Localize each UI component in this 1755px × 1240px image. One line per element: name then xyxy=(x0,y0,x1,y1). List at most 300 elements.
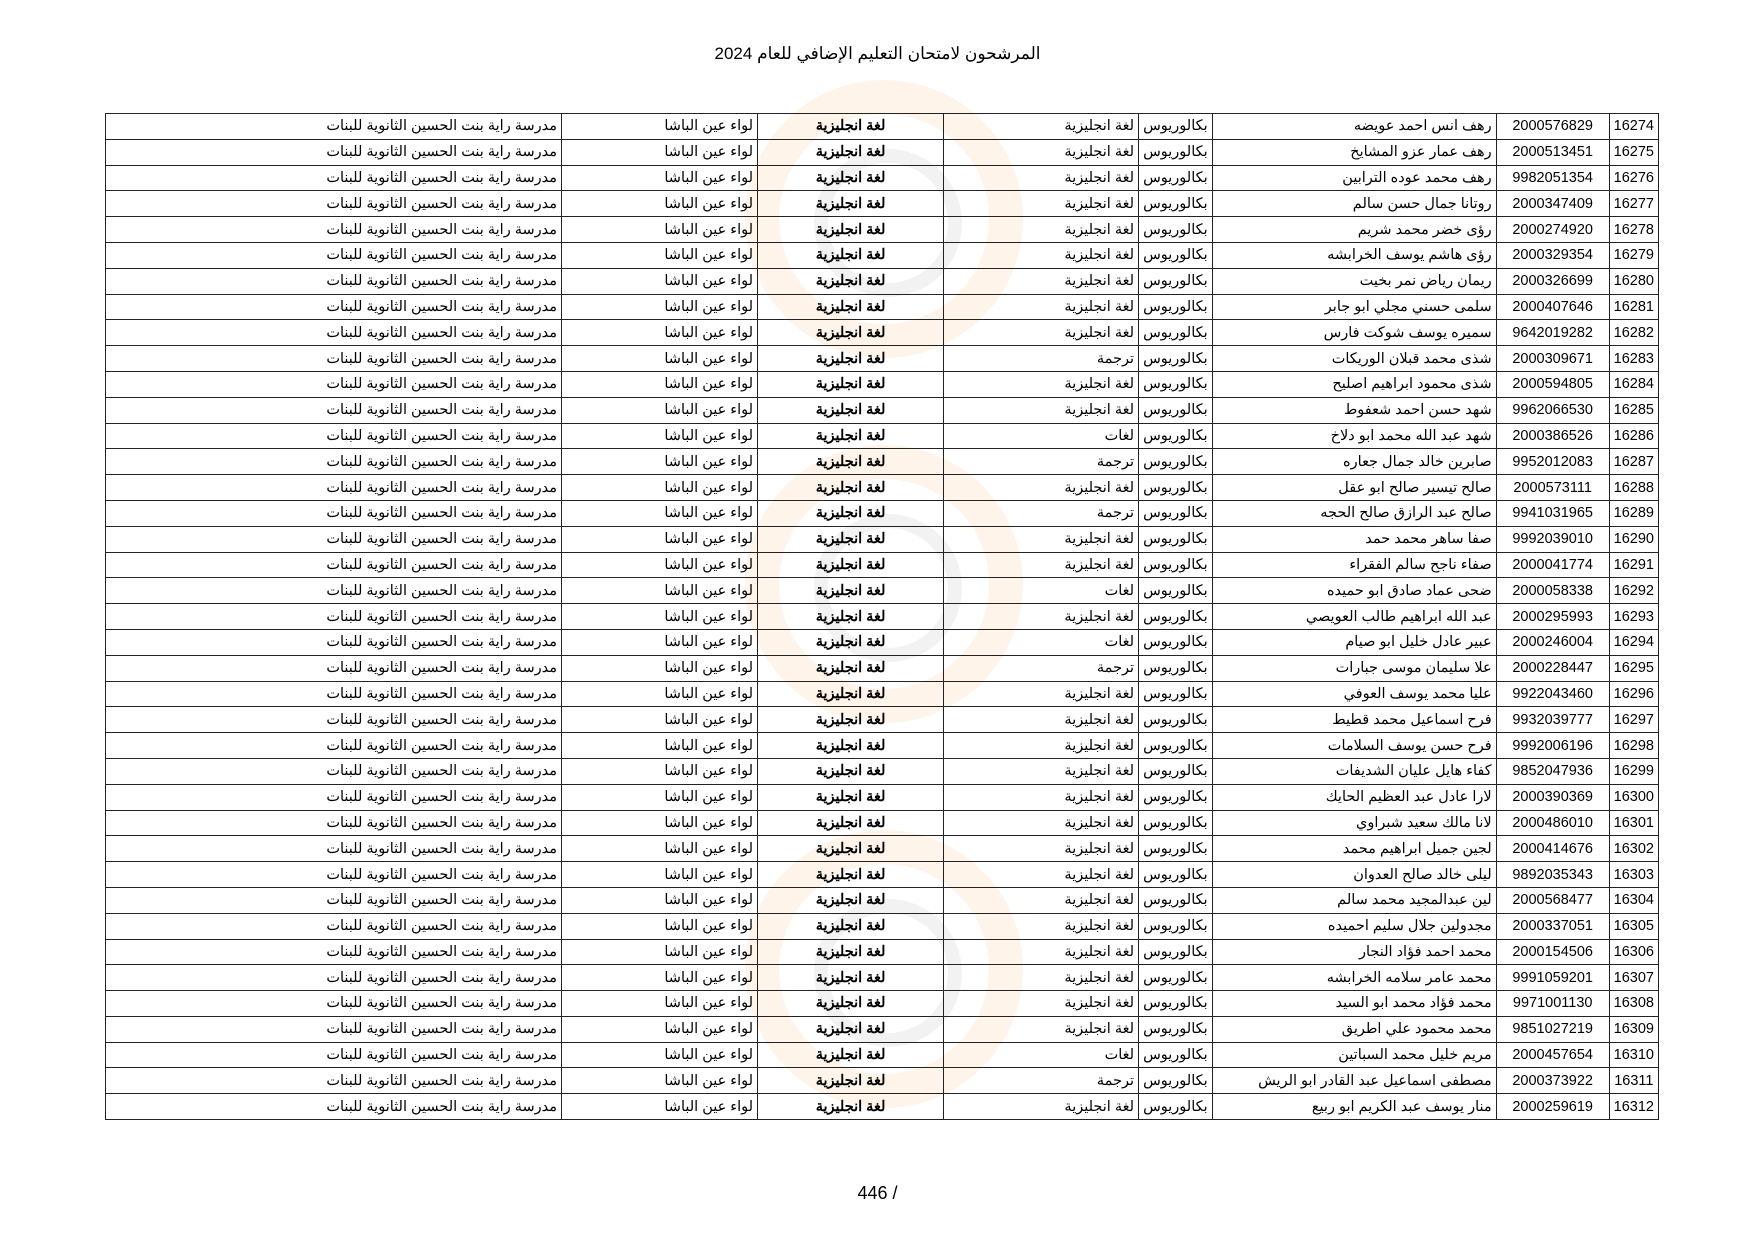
district-cell: لواء عين الباشا xyxy=(562,578,758,604)
degree-cell: بكالوريوس xyxy=(1139,165,1213,191)
serial-number-cell: 16295 xyxy=(1609,655,1658,681)
candidate-name-cell: عبد الله ابراهيم طالب العويصي xyxy=(1212,604,1496,630)
degree-cell: بكالوريوس xyxy=(1139,1042,1213,1068)
table-row xyxy=(106,526,1659,552)
serial-number-cell: 16296 xyxy=(1609,681,1658,707)
table-row xyxy=(106,268,1659,294)
table-row xyxy=(106,836,1659,862)
serial-number-cell: 16302 xyxy=(1609,836,1658,862)
candidate-name-cell: منار يوسف عبد الكريم ابو ربيع xyxy=(1212,1094,1496,1120)
specialization-cell: لغة انجليزية xyxy=(944,1016,1139,1042)
table-row xyxy=(106,707,1659,733)
serial-number-cell: 16283 xyxy=(1609,346,1658,372)
candidate-name-cell: رهف محمد عوده الترابين xyxy=(1212,165,1496,191)
exam-center-cell: مدرسة راية بنت الحسين الثانوية للبنات xyxy=(106,784,562,810)
exam-center-cell: مدرسة راية بنت الحسين الثانوية للبنات xyxy=(106,758,562,784)
serial-number-cell: 16308 xyxy=(1609,991,1658,1017)
candidate-name-cell: سميره يوسف شوكت فارس xyxy=(1212,320,1496,346)
specialization-cell: لغات xyxy=(944,629,1139,655)
exam-center-cell: مدرسة راية بنت الحسين الثانوية للبنات xyxy=(106,294,562,320)
exam-center-cell: مدرسة راية بنت الحسين الثانوية للبنات xyxy=(106,965,562,991)
district-cell: لواء عين الباشا xyxy=(562,449,758,475)
degree-cell: بكالوريوس xyxy=(1139,526,1213,552)
candidate-name-cell: محمد فؤاد محمد ابو السيد xyxy=(1212,991,1496,1017)
candidate-name-cell: صالح تيسير صالح ابو عقل xyxy=(1212,475,1496,501)
table-row xyxy=(106,965,1659,991)
table-row xyxy=(106,191,1659,217)
specialization-cell: لغات xyxy=(944,423,1139,449)
district-cell: لواء عين الباشا xyxy=(562,526,758,552)
serial-number-cell: 16301 xyxy=(1609,810,1658,836)
exam-center-cell: مدرسة راية بنت الحسين الثانوية للبنات xyxy=(106,913,562,939)
specialization-cell: لغة انجليزية xyxy=(944,114,1139,140)
degree-cell: بكالوريوس xyxy=(1139,371,1213,397)
specialization-cell: لغة انجليزية xyxy=(944,139,1139,165)
degree-cell: بكالوريوس xyxy=(1139,475,1213,501)
district-cell: لواء عين الباشا xyxy=(562,681,758,707)
exam-center-cell: مدرسة راية بنت الحسين الثانوية للبنات xyxy=(106,604,562,630)
specialization-cell: لغة انجليزية xyxy=(944,784,1139,810)
district-cell: لواء عين الباشا xyxy=(562,397,758,423)
national-id-cell: 2000058338 xyxy=(1496,578,1609,604)
exam-center-cell: مدرسة راية بنت الحسين الثانوية للبنات xyxy=(106,1068,562,1094)
exam-subject-cell: لغة انجليزية xyxy=(758,784,944,810)
serial-number-cell: 16298 xyxy=(1609,733,1658,759)
national-id-cell: 9932039777 xyxy=(1496,707,1609,733)
degree-cell: بكالوريوس xyxy=(1139,655,1213,681)
table-row xyxy=(106,733,1659,759)
national-id-cell: 2000407646 xyxy=(1496,294,1609,320)
exam-center-cell: مدرسة راية بنت الحسين الثانوية للبنات xyxy=(106,475,562,501)
serial-number-cell: 16287 xyxy=(1609,449,1658,475)
specialization-cell: ترجمة xyxy=(944,449,1139,475)
serial-number-cell: 16280 xyxy=(1609,268,1658,294)
degree-cell: بكالوريوس xyxy=(1139,500,1213,526)
district-cell: لواء عين الباشا xyxy=(562,939,758,965)
specialization-cell: لغة انجليزية xyxy=(944,681,1139,707)
table-row xyxy=(106,1016,1659,1042)
exam-subject-cell: لغة انجليزية xyxy=(758,681,944,707)
table-row xyxy=(106,758,1659,784)
degree-cell: بكالوريوس xyxy=(1139,268,1213,294)
exam-center-cell: مدرسة راية بنت الحسين الثانوية للبنات xyxy=(106,552,562,578)
specialization-cell: لغة انجليزية xyxy=(944,165,1139,191)
exam-subject-cell: لغة انجليزية xyxy=(758,397,944,423)
exam-subject-cell: لغة انجليزية xyxy=(758,526,944,552)
exam-center-cell: مدرسة راية بنت الحسين الثانوية للبنات xyxy=(106,217,562,243)
serial-number-cell: 16278 xyxy=(1609,217,1658,243)
serial-number-cell: 16297 xyxy=(1609,707,1658,733)
specialization-cell: ترجمة xyxy=(944,500,1139,526)
exam-subject-cell: لغة انجليزية xyxy=(758,242,944,268)
district-cell: لواء عين الباشا xyxy=(562,217,758,243)
district-cell: لواء عين الباشا xyxy=(562,707,758,733)
exam-center-cell: مدرسة راية بنت الحسين الثانوية للبنات xyxy=(106,371,562,397)
exam-subject-cell: لغة انجليزية xyxy=(758,552,944,578)
candidate-name-cell: فرح اسماعيل محمد قطيط xyxy=(1212,707,1496,733)
candidate-name-cell: شذى محمود ابراهيم اصليح xyxy=(1212,371,1496,397)
national-id-cell: 9952012083 xyxy=(1496,449,1609,475)
exam-center-cell: مدرسة راية بنت الحسين الثانوية للبنات xyxy=(106,242,562,268)
national-id-cell: 2000228447 xyxy=(1496,655,1609,681)
national-id-cell: 9851027219 xyxy=(1496,1016,1609,1042)
serial-number-cell: 16307 xyxy=(1609,965,1658,991)
exam-subject-cell: لغة انجليزية xyxy=(758,165,944,191)
district-cell: لواء عين الباشا xyxy=(562,810,758,836)
specialization-cell: لغة انجليزية xyxy=(944,217,1139,243)
national-id-cell: 2000390369 xyxy=(1496,784,1609,810)
specialization-cell: لغة انجليزية xyxy=(944,1094,1139,1120)
candidate-name-cell: ليلى خالد صالح العدوان xyxy=(1212,862,1496,888)
candidate-name-cell: عبير عادل خليل ابو صيام xyxy=(1212,629,1496,655)
candidate-name-cell: كفاء هايل عليان الشديفات xyxy=(1212,758,1496,784)
exam-subject-cell: لغة انجليزية xyxy=(758,758,944,784)
district-cell: لواء عين الباشا xyxy=(562,913,758,939)
degree-cell: بكالوريوس xyxy=(1139,810,1213,836)
exam-subject-cell: لغة انجليزية xyxy=(758,1094,944,1120)
district-cell: لواء عين الباشا xyxy=(562,139,758,165)
serial-number-cell: 16294 xyxy=(1609,629,1658,655)
specialization-cell: لغة انجليزية xyxy=(944,191,1139,217)
exam-center-cell: مدرسة راية بنت الحسين الثانوية للبنات xyxy=(106,500,562,526)
exam-subject-cell: لغة انجليزية xyxy=(758,217,944,243)
candidate-name-cell: مجدولين جلال سليم احميده xyxy=(1212,913,1496,939)
specialization-cell: لغة انجليزية xyxy=(944,965,1139,991)
specialization-cell: لغة انجليزية xyxy=(944,268,1139,294)
degree-cell: بكالوريوس xyxy=(1139,758,1213,784)
table-row xyxy=(106,552,1659,578)
specialization-cell: ترجمة xyxy=(944,346,1139,372)
serial-number-cell: 16274 xyxy=(1609,114,1658,140)
exam-center-cell: مدرسة راية بنت الحسين الثانوية للبنات xyxy=(106,707,562,733)
degree-cell: بكالوريوس xyxy=(1139,217,1213,243)
candidate-name-cell: شذى محمد قبلان الوريكات xyxy=(1212,346,1496,372)
national-id-cell: 2000568477 xyxy=(1496,887,1609,913)
specialization-cell: لغة انجليزية xyxy=(944,913,1139,939)
exam-center-cell: مدرسة راية بنت الحسين الثانوية للبنات xyxy=(106,655,562,681)
candidate-name-cell: صفا ساهر محمد حمد xyxy=(1212,526,1496,552)
table-row xyxy=(106,242,1659,268)
district-cell: لواء عين الباشا xyxy=(562,242,758,268)
national-id-cell: 2000457654 xyxy=(1496,1042,1609,1068)
district-cell: لواء عين الباشا xyxy=(562,1016,758,1042)
serial-number-cell: 16311 xyxy=(1609,1068,1658,1094)
specialization-cell: لغة انجليزية xyxy=(944,810,1139,836)
candidate-name-cell: محمد عامر سلامه الخرابشه xyxy=(1212,965,1496,991)
serial-number-cell: 16285 xyxy=(1609,397,1658,423)
national-id-cell: 2000513451 xyxy=(1496,139,1609,165)
serial-number-cell: 16289 xyxy=(1609,500,1658,526)
exam-subject-cell: لغة انجليزية xyxy=(758,578,944,604)
exam-center-cell: مدرسة راية بنت الحسين الثانوية للبنات xyxy=(106,423,562,449)
serial-number-cell: 16309 xyxy=(1609,1016,1658,1042)
degree-cell: بكالوريوس xyxy=(1139,114,1213,140)
table-row xyxy=(106,939,1659,965)
exam-subject-cell: لغة انجليزية xyxy=(758,500,944,526)
national-id-cell: 9642019282 xyxy=(1496,320,1609,346)
exam-subject-cell: لغة انجليزية xyxy=(758,294,944,320)
exam-subject-cell: لغة انجليزية xyxy=(758,991,944,1017)
district-cell: لواء عين الباشا xyxy=(562,294,758,320)
serial-number-cell: 16281 xyxy=(1609,294,1658,320)
national-id-cell: 2000295993 xyxy=(1496,604,1609,630)
exam-subject-cell: لغة انجليزية xyxy=(758,965,944,991)
candidate-name-cell: ريمان رياض نمر بخيت xyxy=(1212,268,1496,294)
specialization-cell: ترجمة xyxy=(944,655,1139,681)
national-id-cell: 9982051354 xyxy=(1496,165,1609,191)
exam-subject-cell: لغة انجليزية xyxy=(758,1068,944,1094)
specialization-cell: لغات xyxy=(944,578,1139,604)
exam-center-cell: مدرسة راية بنت الحسين الثانوية للبنات xyxy=(106,733,562,759)
district-cell: لواء عين الباشا xyxy=(562,629,758,655)
specialization-cell: لغة انجليزية xyxy=(944,552,1139,578)
candidates-table xyxy=(105,113,1659,1120)
candidate-name-cell: صالح عبد الرازق صالح الحجه xyxy=(1212,500,1496,526)
serial-number-cell: 16284 xyxy=(1609,371,1658,397)
candidate-name-cell: شهد عبد الله محمد ابو دلاخ xyxy=(1212,423,1496,449)
table-row xyxy=(106,655,1659,681)
degree-cell: بكالوريوس xyxy=(1139,449,1213,475)
candidate-name-cell: مصطفى اسماعيل عبد القادر ابو الريش xyxy=(1212,1068,1496,1094)
degree-cell: بكالوريوس xyxy=(1139,991,1213,1017)
specialization-cell: لغة انجليزية xyxy=(944,887,1139,913)
district-cell: لواء عين الباشا xyxy=(562,836,758,862)
degree-cell: بكالوريوس xyxy=(1139,887,1213,913)
district-cell: لواء عين الباشا xyxy=(562,114,758,140)
exam-subject-cell: لغة انجليزية xyxy=(758,604,944,630)
national-id-cell: 2000573111 xyxy=(1496,475,1609,501)
serial-number-cell: 16286 xyxy=(1609,423,1658,449)
exam-subject-cell: لغة انجليزية xyxy=(758,629,944,655)
degree-cell: بكالوريوس xyxy=(1139,242,1213,268)
exam-subject-cell: لغة انجليزية xyxy=(758,423,944,449)
national-id-cell: 9852047936 xyxy=(1496,758,1609,784)
serial-number-cell: 16291 xyxy=(1609,552,1658,578)
degree-cell: بكالوريوس xyxy=(1139,346,1213,372)
exam-subject-cell: لغة انجليزية xyxy=(758,475,944,501)
table-row xyxy=(106,1042,1659,1068)
candidate-name-cell: صفاء ناجح سالم الفقراء xyxy=(1212,552,1496,578)
table-row xyxy=(106,449,1659,475)
candidate-name-cell: فرح حسن يوسف السلامات xyxy=(1212,733,1496,759)
national-id-cell: 2000154506 xyxy=(1496,939,1609,965)
candidate-name-cell: عليا محمد يوسف العوفي xyxy=(1212,681,1496,707)
serial-number-cell: 16304 xyxy=(1609,887,1658,913)
page-number: 446 / xyxy=(857,1183,898,1203)
national-id-cell: 9992039010 xyxy=(1496,526,1609,552)
national-id-cell: 2000326699 xyxy=(1496,268,1609,294)
national-id-cell: 2000041774 xyxy=(1496,552,1609,578)
specialization-cell: لغة انجليزية xyxy=(944,242,1139,268)
candidate-name-cell: علا سليمان موسى جبارات xyxy=(1212,655,1496,681)
exam-center-cell: مدرسة راية بنت الحسين الثانوية للبنات xyxy=(106,1016,562,1042)
degree-cell: بكالوريوس xyxy=(1139,784,1213,810)
exam-subject-cell: لغة انجليزية xyxy=(758,449,944,475)
district-cell: لواء عين الباشا xyxy=(562,423,758,449)
degree-cell: بكالوريوس xyxy=(1139,1094,1213,1120)
table-row xyxy=(106,500,1659,526)
specialization-cell: لغة انجليزية xyxy=(944,862,1139,888)
degree-cell: بكالوريوس xyxy=(1139,939,1213,965)
serial-number-cell: 16292 xyxy=(1609,578,1658,604)
serial-number-cell: 16300 xyxy=(1609,784,1658,810)
exam-center-cell: مدرسة راية بنت الحسين الثانوية للبنات xyxy=(106,397,562,423)
exam-subject-cell: لغة انجليزية xyxy=(758,191,944,217)
exam-subject-cell: لغة انجليزية xyxy=(758,887,944,913)
candidate-name-cell: رهف انس احمد عويضه xyxy=(1212,114,1496,140)
page-title: المرشحون لامتحان التعليم الإضافي للعام 2024 xyxy=(714,44,1041,63)
serial-number-cell: 16277 xyxy=(1609,191,1658,217)
specialization-cell: لغة انجليزية xyxy=(944,991,1139,1017)
exam-subject-cell: لغة انجليزية xyxy=(758,114,944,140)
table-row xyxy=(106,165,1659,191)
table-row xyxy=(106,629,1659,655)
table-row xyxy=(106,397,1659,423)
specialization-cell: لغة انجليزية xyxy=(944,526,1139,552)
serial-number-cell: 16305 xyxy=(1609,913,1658,939)
serial-number-cell: 16306 xyxy=(1609,939,1658,965)
exam-subject-cell: لغة انجليزية xyxy=(758,268,944,294)
exam-center-cell: مدرسة راية بنت الحسين الثانوية للبنات xyxy=(106,629,562,655)
table-row xyxy=(106,294,1659,320)
district-cell: لواء عين الباشا xyxy=(562,552,758,578)
degree-cell: بكالوريوس xyxy=(1139,320,1213,346)
exam-center-cell: مدرسة راية بنت الحسين الثانوية للبنات xyxy=(106,346,562,372)
national-id-cell: 2000347409 xyxy=(1496,191,1609,217)
national-id-cell: 2000246004 xyxy=(1496,629,1609,655)
district-cell: لواء عين الباشا xyxy=(562,268,758,294)
district-cell: لواء عين الباشا xyxy=(562,965,758,991)
table-row xyxy=(106,217,1659,243)
national-id-cell: 9922043460 xyxy=(1496,681,1609,707)
national-id-cell: 9991059201 xyxy=(1496,965,1609,991)
serial-number-cell: 16288 xyxy=(1609,475,1658,501)
exam-subject-cell: لغة انجليزية xyxy=(758,733,944,759)
candidate-name-cell: مريم خليل محمد السباتين xyxy=(1212,1042,1496,1068)
district-cell: لواء عين الباشا xyxy=(562,604,758,630)
exam-center-cell: مدرسة راية بنت الحسين الثانوية للبنات xyxy=(106,139,562,165)
national-id-cell: 2000386526 xyxy=(1496,423,1609,449)
specialization-cell: لغة انجليزية xyxy=(944,939,1139,965)
exam-center-cell: مدرسة راية بنت الحسين الثانوية للبنات xyxy=(106,268,562,294)
specialization-cell: لغة انجليزية xyxy=(944,371,1139,397)
serial-number-cell: 16282 xyxy=(1609,320,1658,346)
candidate-name-cell: صابرين خالد جمال جعاره xyxy=(1212,449,1496,475)
table-row xyxy=(106,862,1659,888)
degree-cell: بكالوريوس xyxy=(1139,552,1213,578)
candidate-name-cell: لجين جميل ابراهيم محمد xyxy=(1212,836,1496,862)
degree-cell: بكالوريوس xyxy=(1139,681,1213,707)
degree-cell: بكالوريوس xyxy=(1139,707,1213,733)
serial-number-cell: 16290 xyxy=(1609,526,1658,552)
exam-center-cell: مدرسة راية بنت الحسين الثانوية للبنات xyxy=(106,862,562,888)
national-id-cell: 9992006196 xyxy=(1496,733,1609,759)
table-row xyxy=(106,913,1659,939)
district-cell: لواء عين الباشا xyxy=(562,1068,758,1094)
exam-subject-cell: لغة انجليزية xyxy=(758,655,944,681)
candidate-name-cell: لانا مالك سعيد شبراوي xyxy=(1212,810,1496,836)
national-id-cell: 9941031965 xyxy=(1496,500,1609,526)
national-id-cell: 2000576829 xyxy=(1496,114,1609,140)
district-cell: لواء عين الباشا xyxy=(562,191,758,217)
exam-center-cell: مدرسة راية بنت الحسين الثانوية للبنات xyxy=(106,165,562,191)
serial-number-cell: 16279 xyxy=(1609,242,1658,268)
degree-cell: بكالوريوس xyxy=(1139,423,1213,449)
specialization-cell: لغة انجليزية xyxy=(944,758,1139,784)
exam-subject-cell: لغة انجليزية xyxy=(758,371,944,397)
exam-subject-cell: لغة انجليزية xyxy=(758,810,944,836)
candidate-name-cell: روتانا جمال حسن سالم xyxy=(1212,191,1496,217)
national-id-cell: 2000259619 xyxy=(1496,1094,1609,1120)
table-row xyxy=(106,346,1659,372)
table-row xyxy=(106,578,1659,604)
exam-center-cell: مدرسة راية بنت الحسين الثانوية للبنات xyxy=(106,1094,562,1120)
serial-number-cell: 16293 xyxy=(1609,604,1658,630)
degree-cell: بكالوريوس xyxy=(1139,578,1213,604)
specialization-cell: لغات xyxy=(944,1042,1139,1068)
national-id-cell: 9971001130 xyxy=(1496,991,1609,1017)
candidate-name-cell: رؤى خضر محمد شريم xyxy=(1212,217,1496,243)
exam-subject-cell: لغة انجليزية xyxy=(758,139,944,165)
table-row xyxy=(106,991,1659,1017)
exam-subject-cell: لغة انجليزية xyxy=(758,939,944,965)
district-cell: لواء عين الباشا xyxy=(562,758,758,784)
specialization-cell: لغة انجليزية xyxy=(944,397,1139,423)
serial-number-cell: 16310 xyxy=(1609,1042,1658,1068)
exam-center-cell: مدرسة راية بنت الحسين الثانوية للبنات xyxy=(106,191,562,217)
exam-subject-cell: لغة انجليزية xyxy=(758,862,944,888)
national-id-cell: 2000337051 xyxy=(1496,913,1609,939)
district-cell: لواء عين الباشا xyxy=(562,371,758,397)
district-cell: لواء عين الباشا xyxy=(562,991,758,1017)
exam-center-cell: مدرسة راية بنت الحسين الثانوية للبنات xyxy=(106,114,562,140)
candidate-name-cell: ضحى عماد صادق ابو حميده xyxy=(1212,578,1496,604)
exam-center-cell: مدرسة راية بنت الحسين الثانوية للبنات xyxy=(106,578,562,604)
exam-subject-cell: لغة انجليزية xyxy=(758,346,944,372)
degree-cell: بكالوريوس xyxy=(1139,836,1213,862)
serial-number-cell: 16276 xyxy=(1609,165,1658,191)
district-cell: لواء عين الباشا xyxy=(562,655,758,681)
table-row xyxy=(106,887,1659,913)
specialization-cell: لغة انجليزية xyxy=(944,475,1139,501)
serial-number-cell: 16312 xyxy=(1609,1094,1658,1120)
district-cell: لواء عين الباشا xyxy=(562,784,758,810)
degree-cell: بكالوريوس xyxy=(1139,862,1213,888)
candidate-name-cell: محمد احمد فؤاد النجار xyxy=(1212,939,1496,965)
exam-center-cell: مدرسة راية بنت الحسين الثانوية للبنات xyxy=(106,887,562,913)
degree-cell: بكالوريوس xyxy=(1139,1016,1213,1042)
table-row xyxy=(106,423,1659,449)
candidate-name-cell: سلمى حسني مجلي ابو جابر xyxy=(1212,294,1496,320)
exam-center-cell: مدرسة راية بنت الحسين الثانوية للبنات xyxy=(106,939,562,965)
candidate-name-cell: محمد محمود علي اطريق xyxy=(1212,1016,1496,1042)
exam-center-cell: مدرسة راية بنت الحسين الثانوية للبنات xyxy=(106,449,562,475)
degree-cell: بكالوريوس xyxy=(1139,733,1213,759)
serial-number-cell: 16303 xyxy=(1609,862,1658,888)
specialization-cell: ترجمة xyxy=(944,1068,1139,1094)
table-row xyxy=(106,320,1659,346)
national-id-cell: 2000373922 xyxy=(1496,1068,1609,1094)
exam-center-cell: مدرسة راية بنت الحسين الثانوية للبنات xyxy=(106,526,562,552)
specialization-cell: لغة انجليزية xyxy=(944,294,1139,320)
candidate-name-cell: لارا عادل عبد العظيم الحايك xyxy=(1212,784,1496,810)
national-id-cell: 2000329354 xyxy=(1496,242,1609,268)
exam-center-cell: مدرسة راية بنت الحسين الثانوية للبنات xyxy=(106,810,562,836)
exam-center-cell: مدرسة راية بنت الحسين الثانوية للبنات xyxy=(106,1042,562,1068)
exam-center-cell: مدرسة راية بنت الحسين الثانوية للبنات xyxy=(106,836,562,862)
specialization-cell: لغة انجليزية xyxy=(944,836,1139,862)
degree-cell: بكالوريوس xyxy=(1139,604,1213,630)
